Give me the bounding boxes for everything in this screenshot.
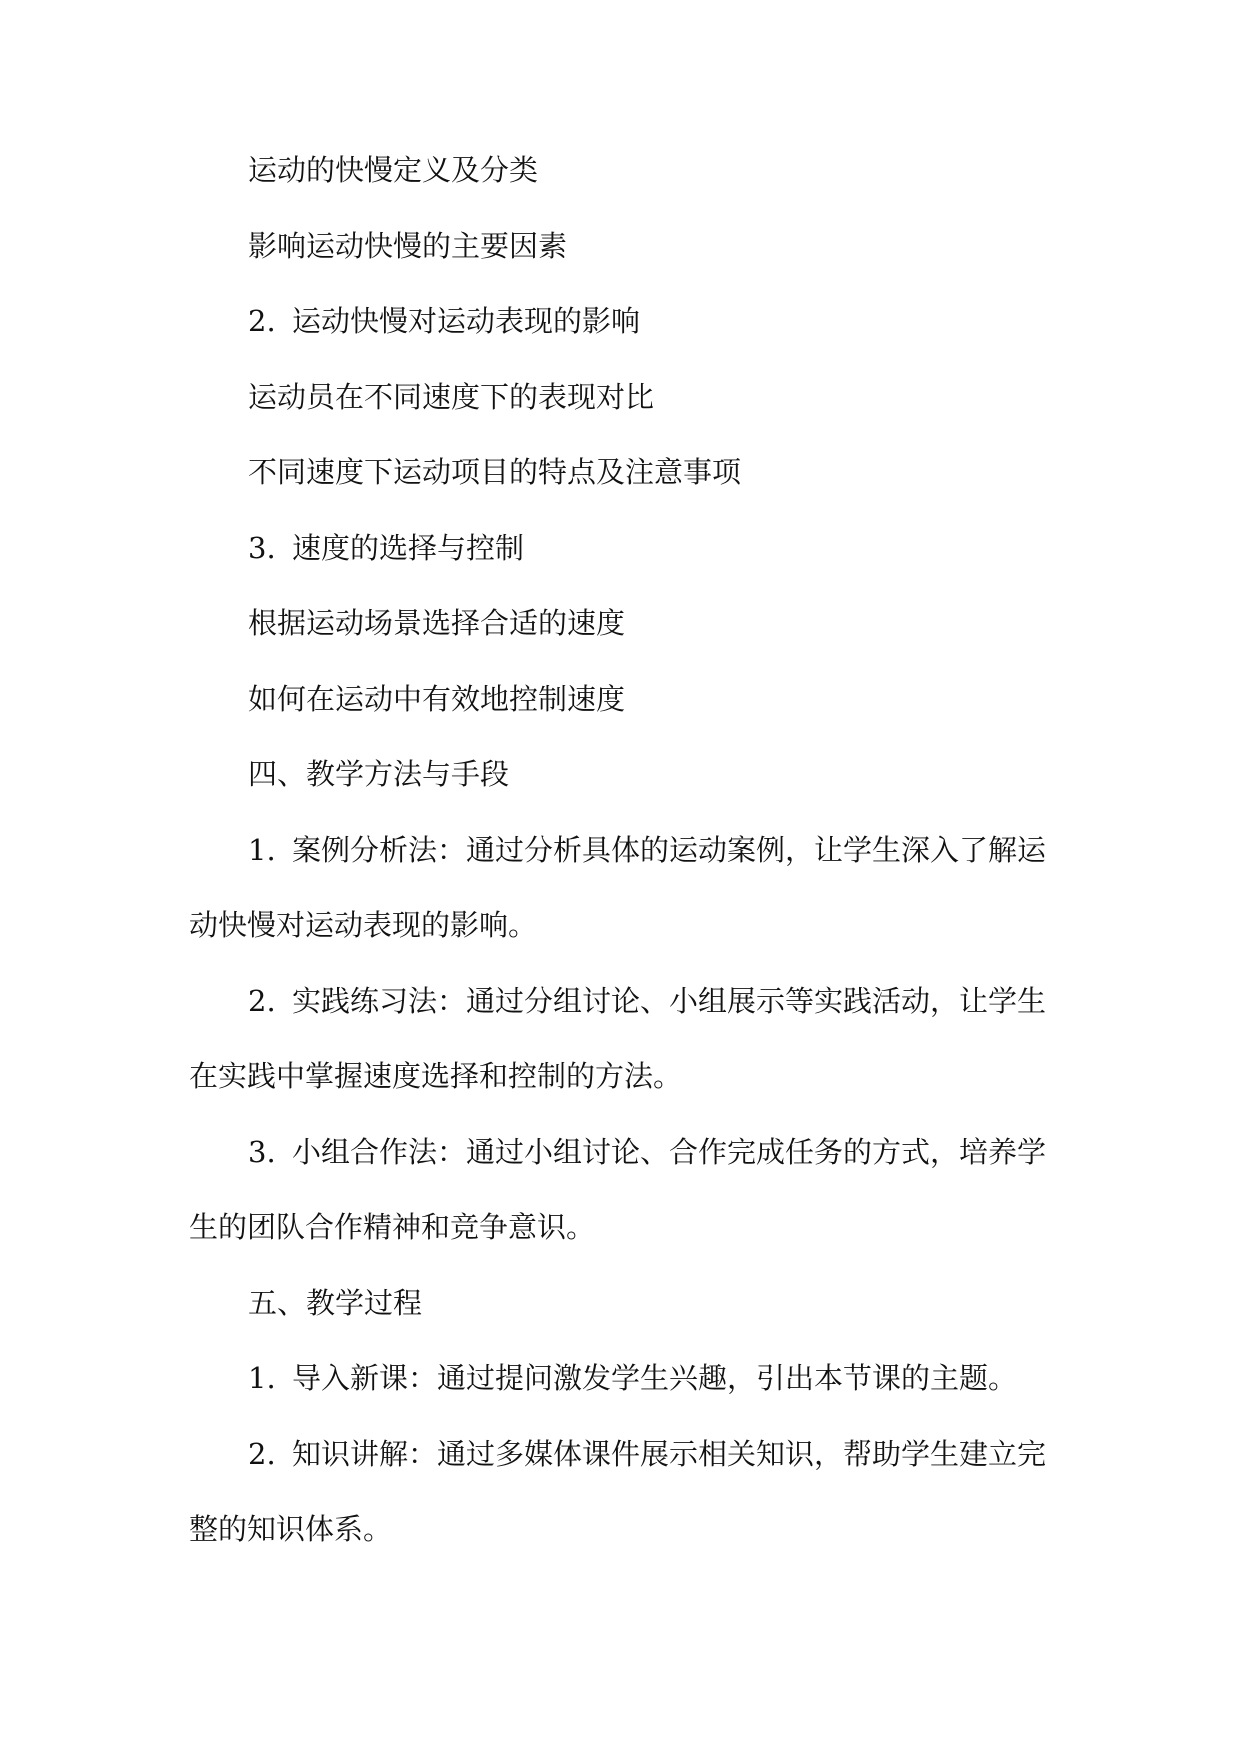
numbered-line [248, 1132, 1046, 1172]
line-text: 影响运动快慢的主要因素 [248, 229, 568, 263]
list-number: 1. [248, 833, 276, 867]
numbered-line [248, 981, 1046, 1021]
text-line [189, 1207, 595, 1247]
text-line [248, 377, 654, 417]
text-line [189, 1509, 392, 1549]
line-text: 小组合作法：通过小组讨论、合作完成任务的方式，培养学 [292, 1135, 1047, 1169]
text-line [248, 679, 625, 719]
section-heading [248, 754, 509, 794]
line-text: 动快慢对运动表现的影响。 [189, 908, 538, 942]
heading-text: 四、教学方法与手段 [248, 757, 510, 791]
text-line [248, 452, 741, 492]
line-text: 不同速度下运动项目的特点及注意事项 [248, 455, 742, 489]
section-heading [248, 1283, 422, 1323]
line-text: 如何在运动中有效地控制速度 [248, 682, 626, 716]
list-number: 3. [248, 531, 276, 565]
line-text: 生的团队合作精神和竞争意识。 [189, 1210, 596, 1244]
line-text: 案例分析法：通过分析具体的运动案例，让学生深入了解运 [292, 833, 1047, 867]
text-line [189, 1056, 682, 1096]
text-line [248, 226, 567, 266]
numbered-line [248, 1358, 1017, 1398]
line-text: 运动的快慢定义及分类 [248, 153, 539, 187]
line-text: 导入新课：通过提问激发学生兴趣，引出本节课的主题。 [292, 1361, 1018, 1395]
text-line [248, 150, 538, 190]
line-text: 知识讲解：通过多媒体课件展示相关知识，帮助学生建立完 [292, 1437, 1047, 1471]
line-text: 实践练习法：通过分组讨论、小组展示等实践活动，让学生 [292, 984, 1047, 1018]
line-text: 在实践中掌握速度选择和控制的方法。 [189, 1059, 683, 1093]
text-line [248, 603, 625, 643]
numbered-line [248, 1434, 1046, 1474]
line-text: 速度的选择与控制 [292, 531, 525, 565]
list-number: 2. [248, 984, 276, 1018]
line-text: 运动员在不同速度下的表现对比 [248, 380, 655, 414]
list-number: 1. [248, 1361, 276, 1395]
list-number: 2. [248, 304, 276, 338]
line-text: 运动快慢对运动表现的影响 [292, 304, 641, 338]
text-line [189, 905, 537, 945]
numbered-line [248, 528, 524, 568]
line-text: 根据运动场景选择合适的速度 [248, 606, 626, 640]
list-number: 3. [248, 1135, 276, 1169]
heading-text: 五、教学过程 [248, 1286, 423, 1320]
numbered-line [248, 830, 1046, 870]
list-number: 2. [248, 1437, 276, 1471]
line-text: 整的知识体系。 [189, 1512, 393, 1546]
numbered-line [248, 301, 640, 341]
